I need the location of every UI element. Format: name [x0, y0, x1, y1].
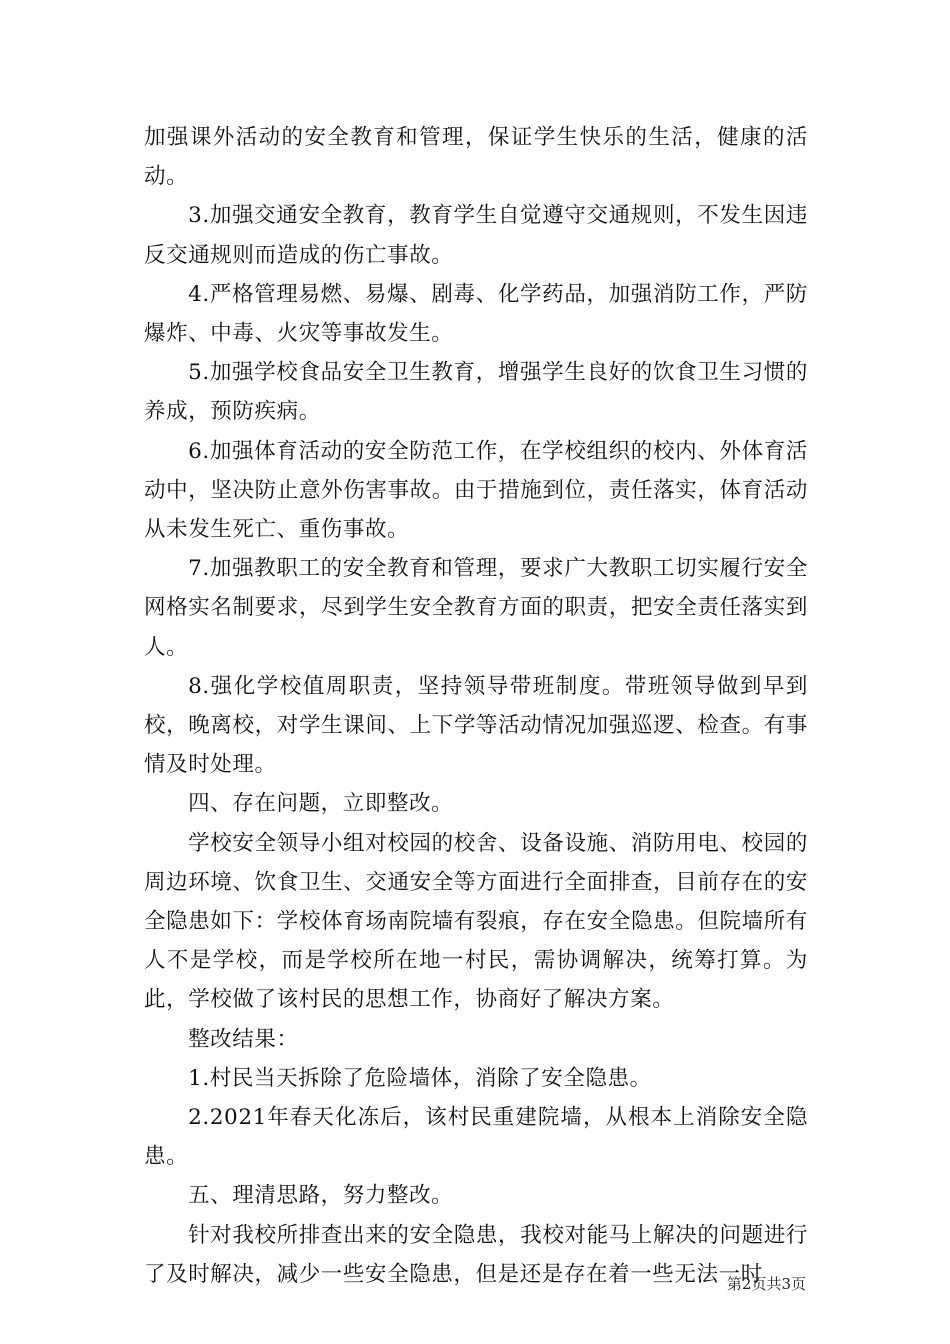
- result-item-2: 2.2021年春天化冻后，该村民重建院墙，从根本上消除安全隐患。: [144, 1105, 808, 1170]
- document-body: [144, 118, 808, 1294]
- section-heading-clarify: 五、理清思路，努力整改。: [188, 1183, 454, 1209]
- paragraph-duty-system: 8.强化学校值周职责，坚持领导带班制度。带班领导做到早到校，晚离校，对学生课间、上下学等活动情况加强巡逻、检查。有事情及时处理。: [144, 673, 808, 778]
- paragraph-staff-education: 7.加强教职工的安全教育和管理，要求广大教职工切实履行安全网格实名制要求，尽到学生安全教育方面的职责，把安全责任落实到人。: [144, 556, 808, 660]
- section-heading-problems: 四、存在问题，立即整改。: [188, 791, 454, 817]
- paragraph-traffic-safety: 3.加强交通安全教育，教育学生自觉遵守交通规则，不发生因违反交通规则而造成的伤亡事故。: [144, 203, 808, 268]
- rectification-results-label: 整改结果：: [188, 1026, 299, 1052]
- paragraph-food-safety: 5.加强学校食品安全卫生教育，增强学生良好的饮食卫生习惯的养成，预防疾病。: [144, 360, 808, 425]
- page-number: 第2页共3页: [726, 1275, 806, 1293]
- paragraph-hazard-resolution: 针对我校所排查出来的安全隐患，我校对能马上解决的问题进行了及时解决，减少一些安全隐患，但是还是存在着一些无法一时: [144, 1222, 808, 1287]
- paragraph-activities-continued: 加强课外活动的安全教育和管理，保证学生快乐的生活，健康的活动。: [144, 125, 808, 190]
- result-item-1: 1.村民当天拆除了危险墙体，消除了安全隐患。: [188, 1065, 652, 1091]
- paragraph-sports-safety: 6.加强体育活动的安全防范工作，在学校组织的校内、外体育活动中，坚决防止意外伤害事故。由于措施到位，责任落实，体育活动从未发生死亡、重伤事故。: [144, 438, 808, 543]
- paragraph-inspection: 学校安全领导小组对校园的校舍、设备设施、消防用电、校园的周边环境、饮食卫生、交通安全等方面进行全面排查，目前存在的安全隐患如下：学校体育场南院墙有裂痕，存在安全隐患。但院墙所有人不是学校，而是学校所在地一村民，需协调解决，统筹打算。为此，学校做了该村民的思想工作，协商好了解决方案。: [144, 830, 808, 1013]
- paragraph-hazardous-materials: 4.严格管理易燃、易爆、剧毒、化学药品，加强消防工作，严防爆炸、中毒、火灾等事故发生。: [144, 281, 808, 347]
